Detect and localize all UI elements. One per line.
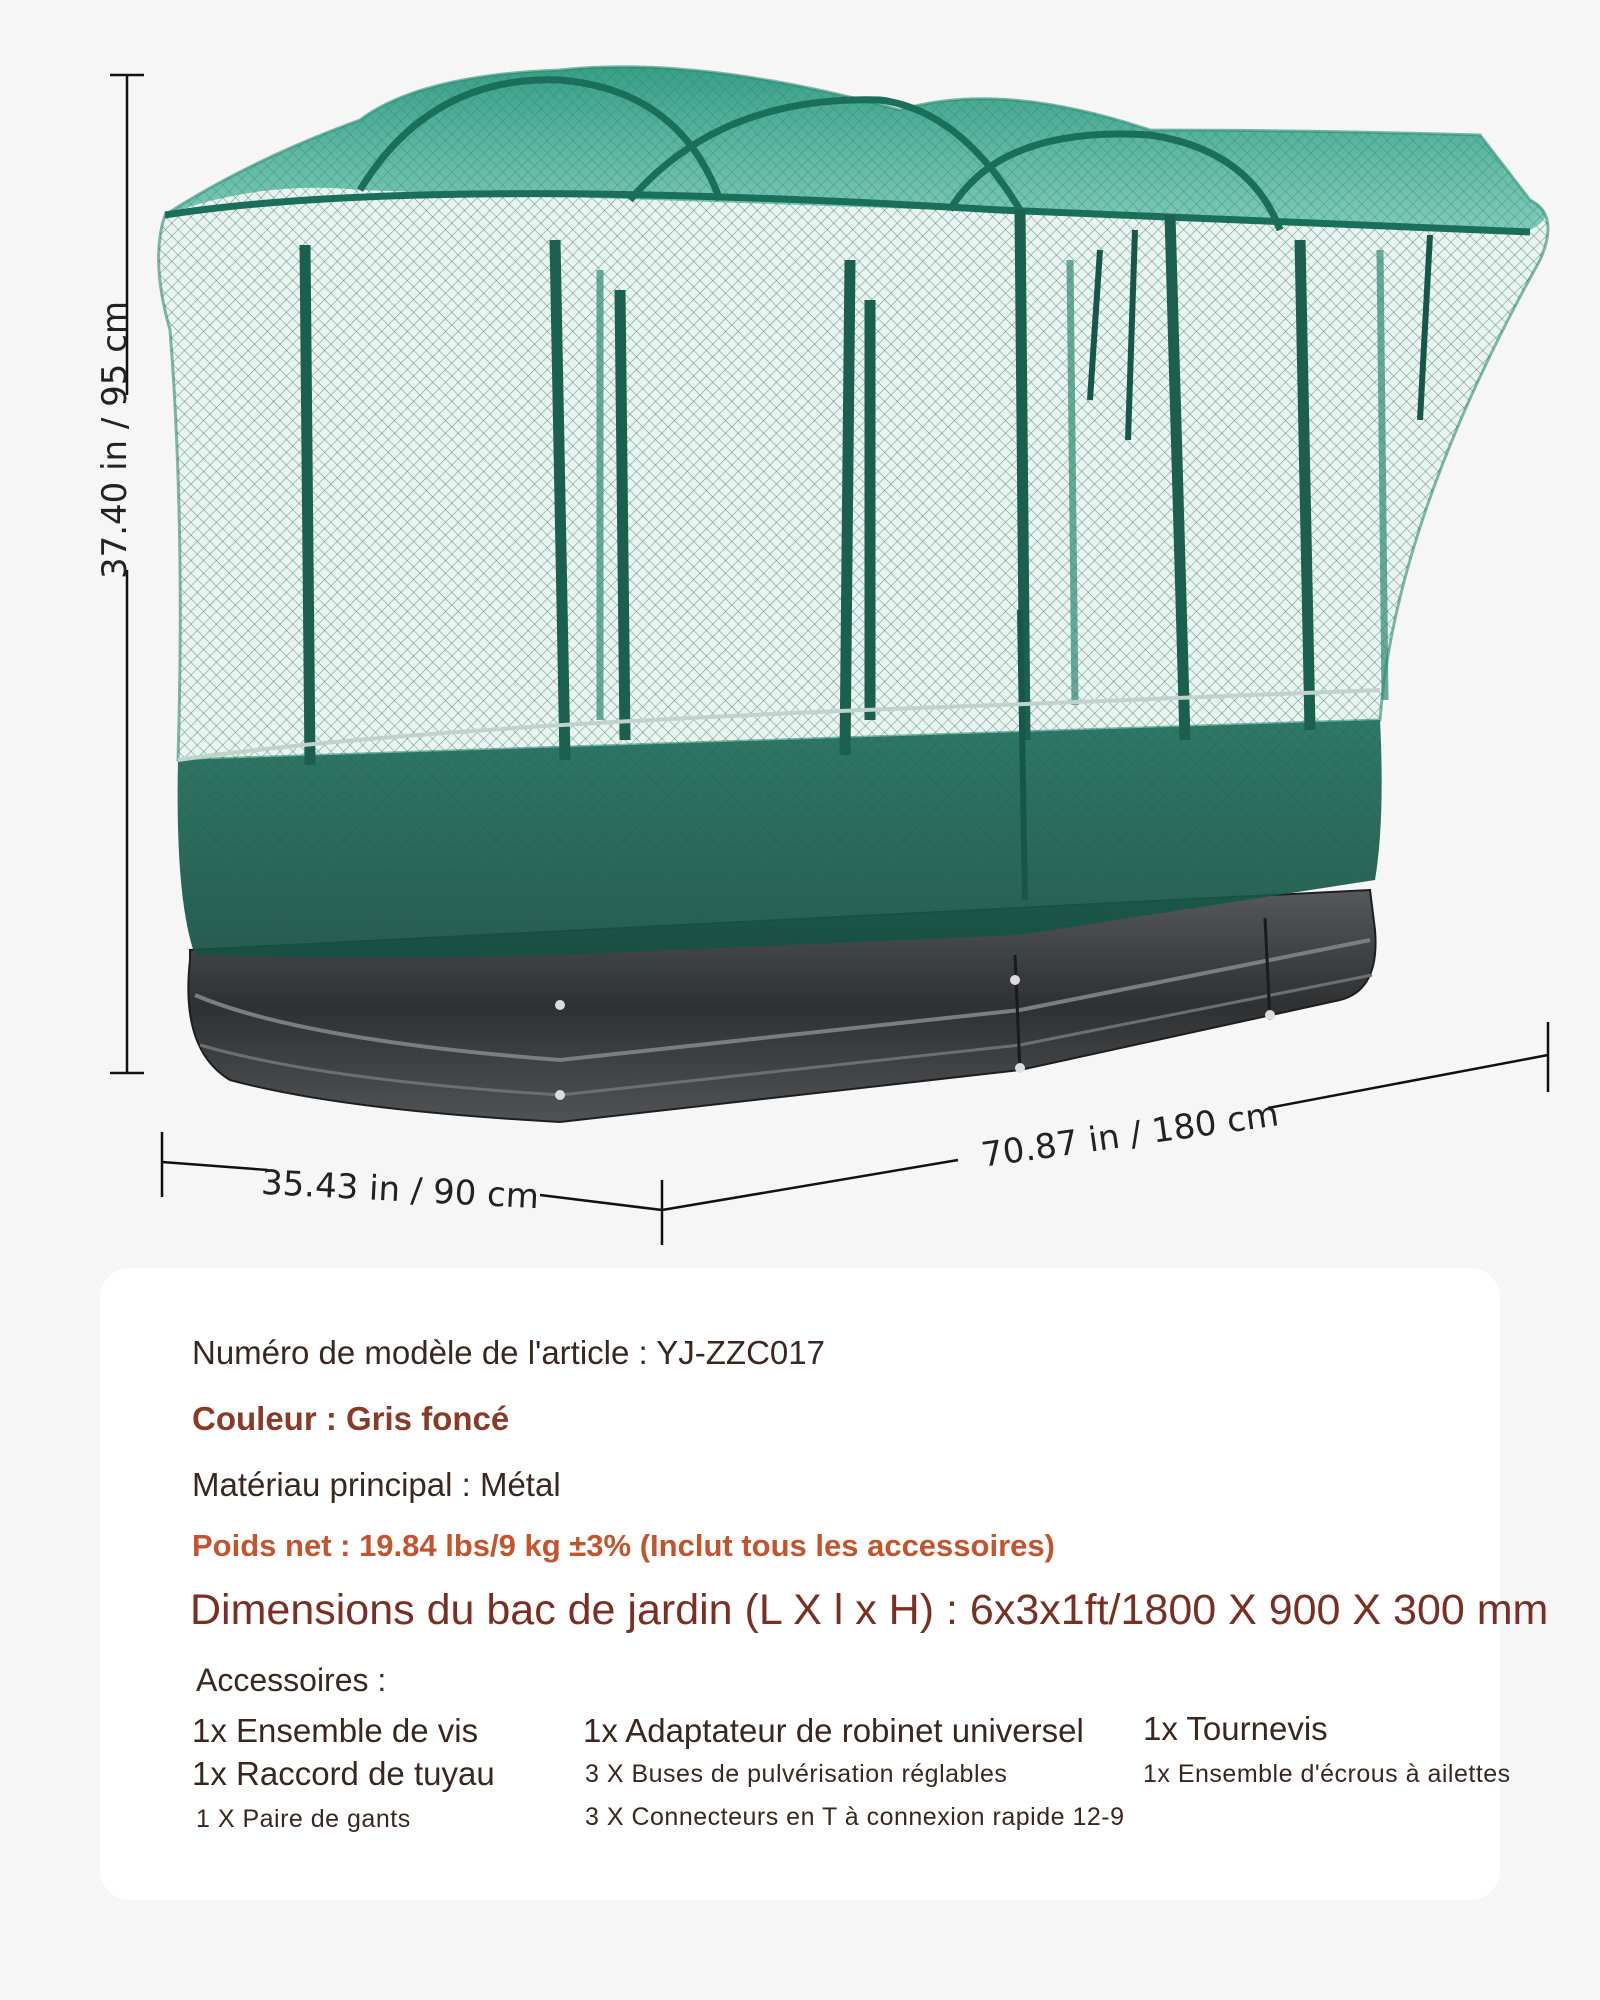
accessories-title: Accessoires : [196,1662,387,1698]
accessory-item: 1x Tournevis [1143,1710,1328,1747]
specifications-card [100,1268,1549,1900]
material-spec: Matériau principal : Métal [192,1466,561,1503]
accessory-item: 1x Ensemble de vis [192,1712,479,1749]
accessory-item: 3 X Connecteurs en T à connexion rapide 12-9 [585,1803,1125,1831]
accessory-item: 1 X Paire de gants [196,1805,411,1833]
weight-spec: Poids net : 19.84 lbs/9 kg ±3% (Inclut tous les accessoires) [192,1528,1055,1563]
accessory-item: 3 X Buses de pulvérisation réglables [585,1760,1008,1788]
bed-dimensions-spec: Dimensions du bac de jardin (L X l x H) : 6x3x1ft/1800 X 900 X 300 mm [190,1586,1549,1634]
height-dimension-label: 37.40 in / 95 cm [95,300,135,580]
model-number: Numéro de modèle de l'article : YJ-ZZC017 [192,1334,825,1371]
width-dimension-label: 35.43 in / 90 cm [260,1162,540,1218]
length-dimension-label: 70.87 in / 180 cm [978,1094,1282,1176]
accessory-item: 1x Ensemble d'écrous à ailettes [1143,1760,1511,1788]
color-spec: Couleur : Gris foncé [192,1400,510,1437]
accessory-item: 1x Adaptateur de robinet universel [583,1712,1084,1749]
accessory-item: 1x Raccord de tuyau [192,1755,495,1792]
